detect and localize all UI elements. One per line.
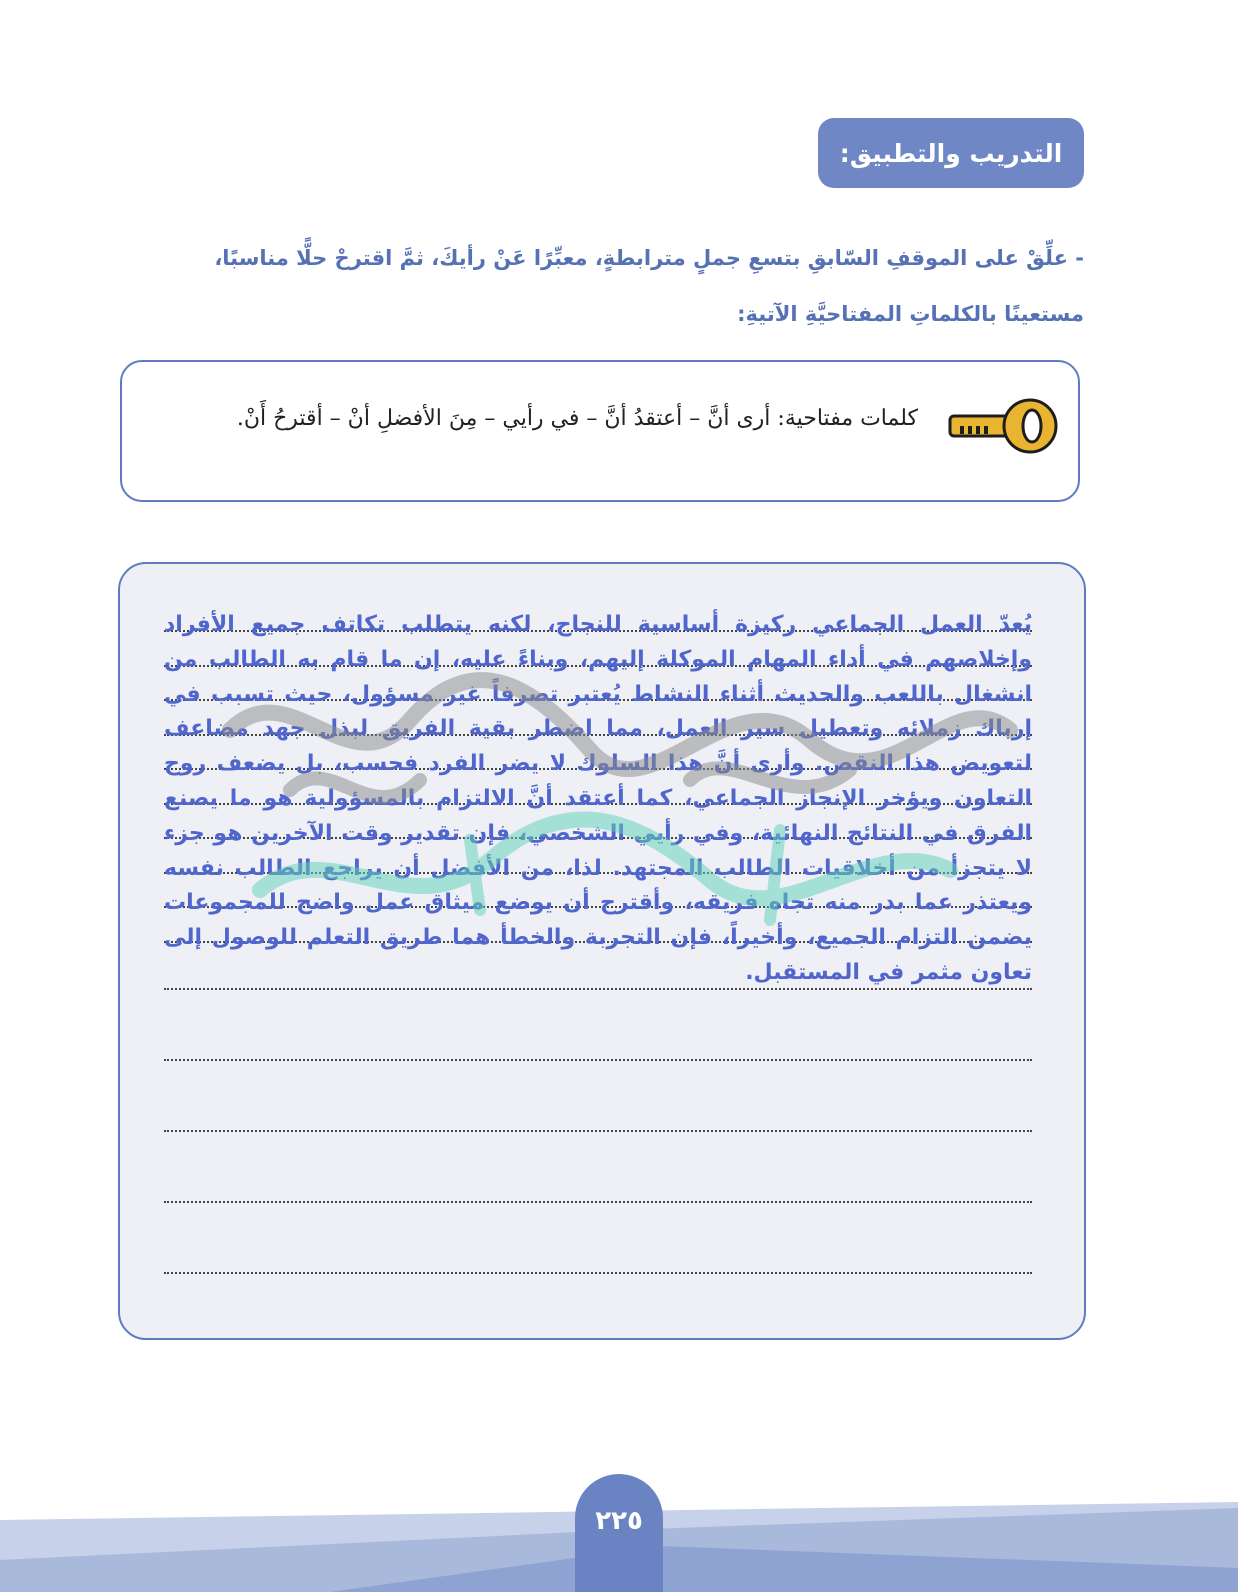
section-title: التدريب والتطبيق: [818, 118, 1084, 188]
writing-line [164, 1130, 1032, 1132]
writing-line [164, 1059, 1032, 1061]
instruction-line-2: مستعينًا بالكلماتِ المفتاحيَّةِ الآتيةِ: [737, 302, 1084, 326]
instruction-text [118, 230, 1084, 342]
instruction-line-1: - علِّقْ على الموقفِ السّابقِ بتسعِ جملٍ مترابطةٍ، معبِّرًا عَنْ رأيكَ، ثمَّ اقترحْ حلًّا مناسبًا، [214, 246, 1084, 270]
page-number: ٢٢٥ [575, 1474, 663, 1592]
answer-area [118, 562, 1086, 1340]
writing-line [164, 1201, 1032, 1203]
writing-line [164, 1272, 1032, 1274]
answer-text[interactable]: يُعدّ العمل الجماعي ركيزة أساسية للنجاح، لكنه يتطلب تكاتف جميع الأفراد وإخلاصهم في أداء المهام الموكلة إليهم، وبناءً عليه، إن ما قام به الطالب من انشغال باللعب والحديث أثناء النشاط يُعتبر تصرفاً غير مسؤول، حيث تسبب في إرباك زملائه وتعطيل سير العمل، مما اضطر بقية الفريق لبذل جهد مضاعف لتعويض هذا النقص. وأرى أنَّ هذا السلوك لا يضر الفرد فحسب، بل يضعف روح التعاون ويؤخر الإنجاز الجماعي، كما أعتقد أنَّ الالتزام بالمسؤولية هو ما يصنع الفرق في النتائج النهائية، وفي رأيي الشخصي، فإن تقدير وقت الآخرين هو جزء لا يتجزأ من أخلاقيات الطالب المجتهد. لذا، من الأفضل أن يراجع الطالب نفسه ويعتذر عما بدر منه تجاه فريقه، وأقترح أن يوضع ميثاق عمل واضح للمجموعات يضمن التزام الجميع، وأخيراً، فإن التجربة والخطأ هما طريق التعلم للوصول إلى تعاون مثمر في المستقبل. [164, 612, 1032, 985]
key-icon [946, 394, 1058, 464]
keywords-box [120, 360, 1080, 502]
keywords-text: كلمات مفتاحية: أرى أنَّ – أعتقدُ أنَّ – في رأيي – مِنَ الأفضلِ أنْ – أقترحُ أَنْ. [236, 406, 918, 431]
